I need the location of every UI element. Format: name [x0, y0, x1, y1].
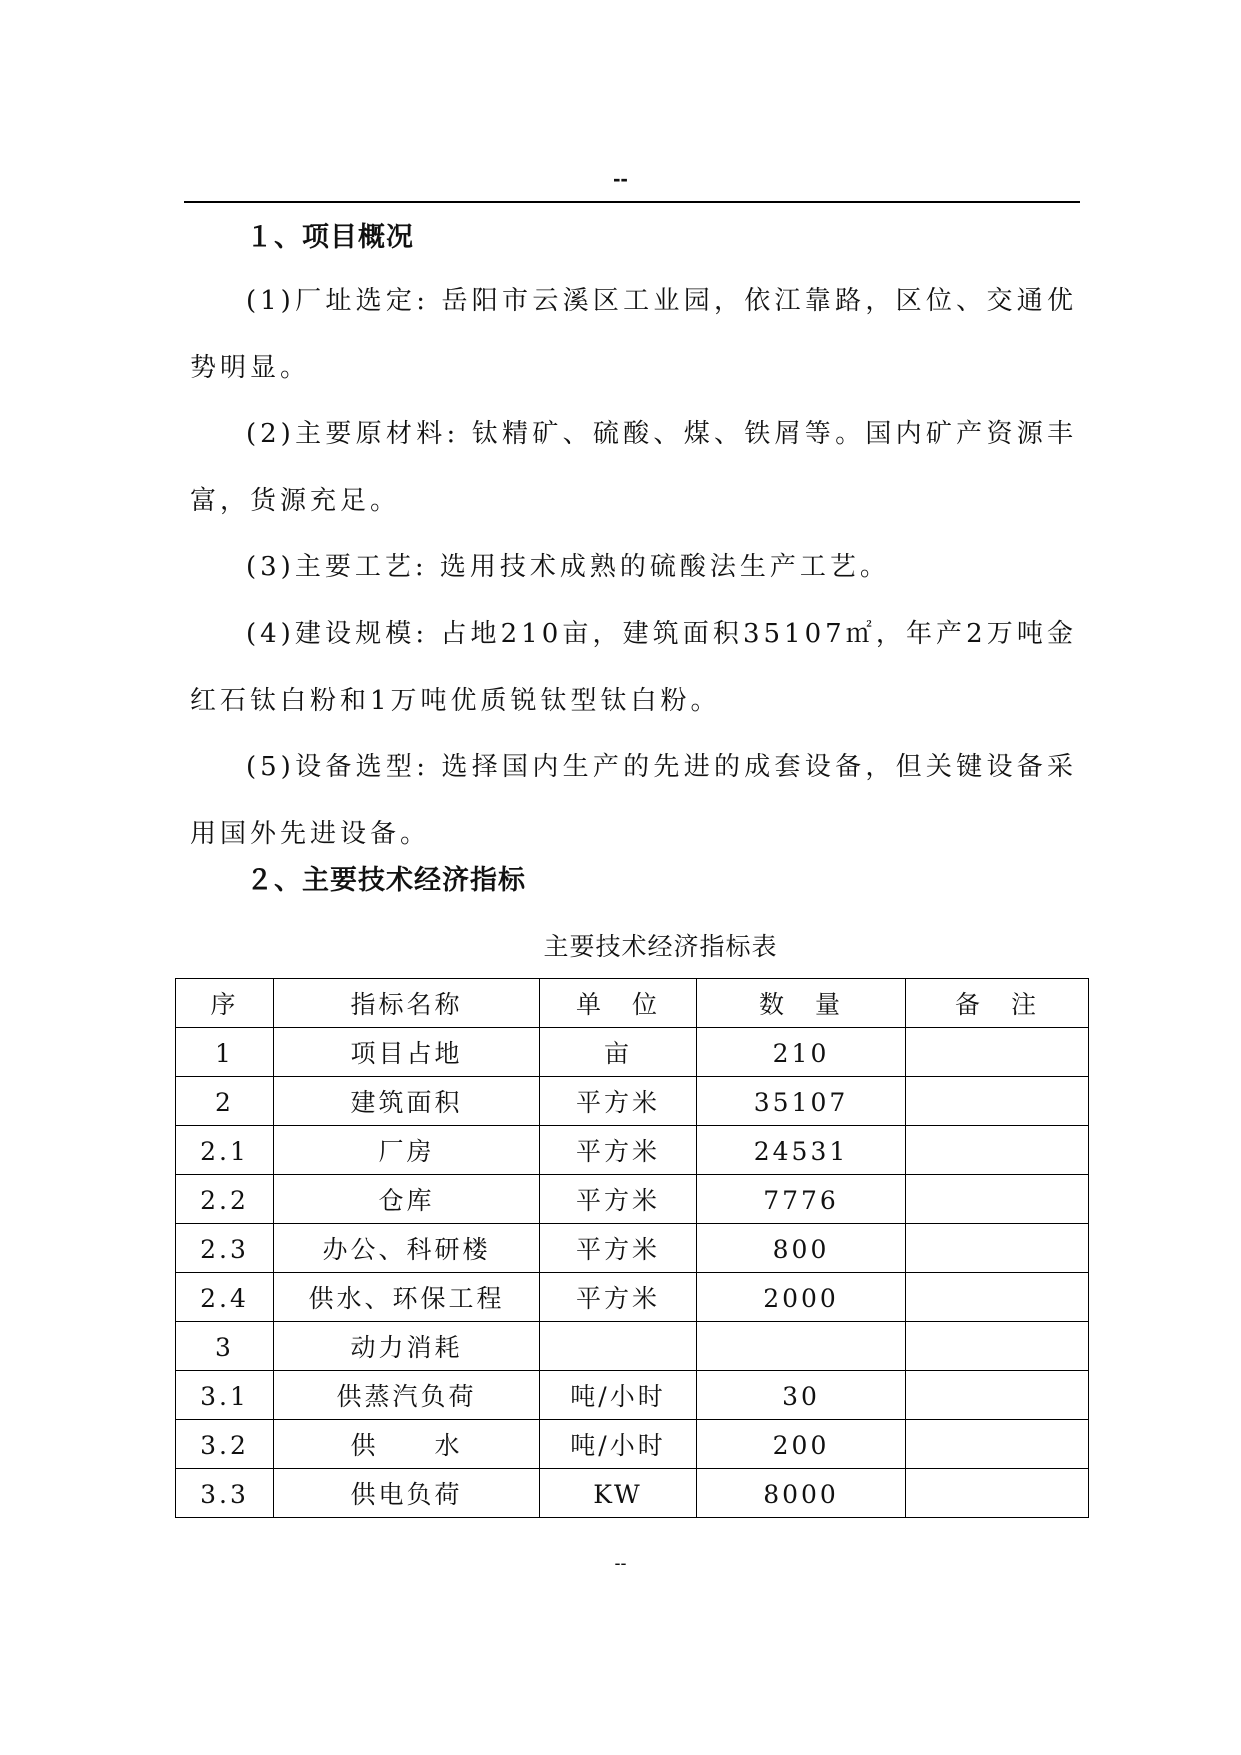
table-row [176, 1126, 1089, 1175]
table-row [176, 1469, 1089, 1518]
cell-index: 2.1 [176, 1126, 274, 1175]
cell-remarks [906, 1420, 1089, 1469]
cell-quantity: 210 [697, 1028, 906, 1077]
header-divider [184, 201, 1080, 203]
cell-index: 3.1 [176, 1371, 274, 1420]
cell-remarks [906, 1371, 1089, 1420]
cell-remarks [906, 1322, 1089, 1371]
cell-unit: 吨/小时 [540, 1420, 697, 1469]
cell-quantity: 7776 [697, 1175, 906, 1224]
cell-remarks [906, 1224, 1089, 1273]
cell-name: 建筑面积 [274, 1077, 540, 1126]
cell-unit: 平方米 [540, 1224, 697, 1273]
cell-remarks [906, 1469, 1089, 1518]
section-heading-indicators: ２、主要技术经济指标 [246, 865, 526, 896]
cell-unit [540, 1322, 697, 1371]
table-row [176, 1371, 1089, 1420]
cell-unit: KW [540, 1469, 697, 1518]
table-row [176, 1077, 1089, 1126]
header-cell-remarks: 备 注 [906, 979, 1089, 1028]
cell-unit: 平方米 [540, 1175, 697, 1224]
cell-unit: 平方米 [540, 1077, 697, 1126]
cell-remarks [906, 1273, 1089, 1322]
table-row [176, 1224, 1089, 1273]
cell-quantity: 35107 [697, 1077, 906, 1126]
header-cell-index: 序 [176, 979, 274, 1028]
cell-quantity: 2000 [697, 1273, 906, 1322]
cell-name: 供水、环保工程 [274, 1273, 540, 1322]
cell-name: 供蒸汽负荷 [274, 1371, 540, 1420]
cell-name: 动力消耗 [274, 1322, 540, 1371]
paragraph-equipment: (5)设备选型: 选择国内生产的先进的成套设备，但关键设备采用国外先进设备。 [190, 752, 1077, 849]
table-header-row [176, 979, 1089, 1028]
header-cell-quantity: 数 量 [697, 979, 906, 1028]
paragraph-scale: (4)建设规模: 占地210亩，建筑面积35107㎡，年产2万吨金红石钛白粉和1万吨优质锐钛型钛白粉。 [190, 619, 1077, 716]
cell-name: 厂房 [274, 1126, 540, 1175]
cell-quantity: 800 [697, 1224, 906, 1273]
cell-remarks [906, 1175, 1089, 1224]
paragraph-site-selection: (1)厂址选定: 岳阳市云溪区工业园，依江靠路，区位、交通优势明显。 [190, 286, 1077, 383]
table-row [176, 1175, 1089, 1224]
indicators-table [175, 978, 1089, 1518]
cell-quantity: 24531 [697, 1126, 906, 1175]
cell-quantity: 30 [697, 1371, 906, 1420]
cell-remarks [906, 1126, 1089, 1175]
cell-unit: 亩 [540, 1028, 697, 1077]
table-title: 主要技术经济指标表 [543, 932, 778, 961]
cell-name: 仓库 [274, 1175, 540, 1224]
cell-index: 3.3 [176, 1469, 274, 1518]
table-row [176, 1322, 1089, 1371]
cell-quantity: 200 [697, 1420, 906, 1469]
cell-index: 2.2 [176, 1175, 274, 1224]
cell-index: 3 [176, 1322, 274, 1371]
page-footer-mark: -- [614, 1553, 627, 1573]
cell-quantity [697, 1322, 906, 1371]
cell-name: 供 水 [274, 1420, 540, 1469]
cell-index: 2.4 [176, 1273, 274, 1322]
section-heading-overview: １、项目概况 [246, 222, 414, 253]
cell-quantity: 8000 [697, 1469, 906, 1518]
cell-name: 供电负荷 [274, 1469, 540, 1518]
page-header-mark: -- [613, 166, 628, 191]
cell-remarks [906, 1028, 1089, 1077]
cell-name: 办公、科研楼 [274, 1224, 540, 1273]
header-cell-unit: 单 位 [540, 979, 697, 1028]
table-row [176, 1420, 1089, 1469]
table-row [176, 1028, 1089, 1077]
cell-unit: 平方米 [540, 1273, 697, 1322]
cell-name: 项目占地 [274, 1028, 540, 1077]
cell-unit: 平方米 [540, 1126, 697, 1175]
table-row [176, 1273, 1089, 1322]
paragraph-process: (3)主要工艺: 选用技术成熟的硫酸法生产工艺。 [246, 552, 890, 582]
cell-index: 3.2 [176, 1420, 274, 1469]
cell-remarks [906, 1077, 1089, 1126]
paragraph-raw-materials: (2)主要原材料: 钛精矿、硫酸、煤、铁屑等。国内矿产资源丰富，货源充足。 [190, 419, 1077, 516]
cell-index: 1 [176, 1028, 274, 1077]
cell-index: 2.3 [176, 1224, 274, 1273]
header-cell-name: 指标名称 [274, 979, 540, 1028]
cell-unit: 吨/小时 [540, 1371, 697, 1420]
cell-index: 2 [176, 1077, 274, 1126]
